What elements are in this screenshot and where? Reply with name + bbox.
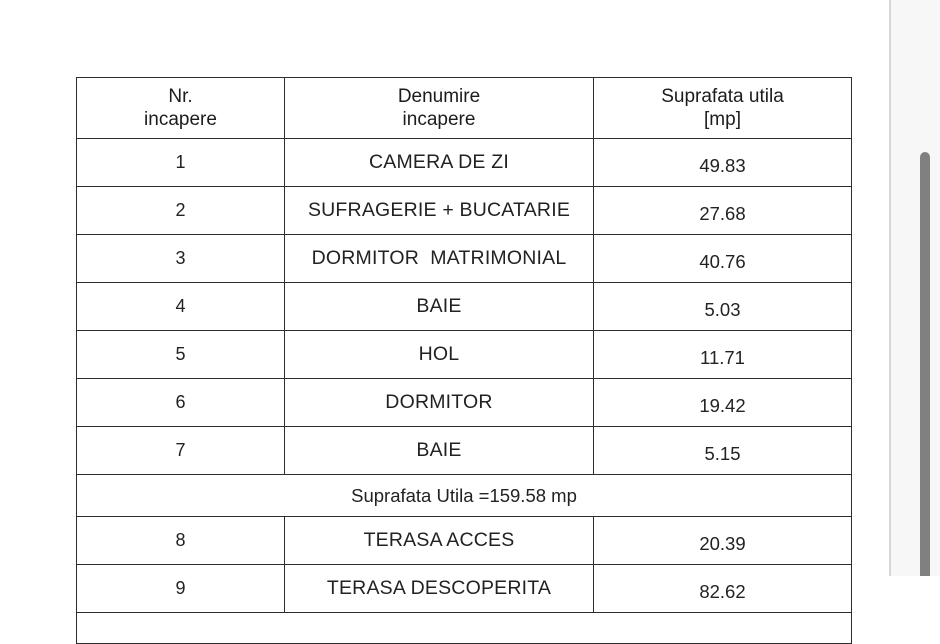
room-area: 5.15 [594,427,852,475]
table-header-row [77,78,852,139]
empty-cell [77,613,852,644]
room-name: BAIE [285,427,594,475]
terrace-name: TERASA ACCES [285,517,594,565]
header-usable-area-line2: [mp] [704,109,741,130]
header-room-name-line2: incapere [402,109,476,130]
header-room-name-line1: Denumire [397,86,481,107]
room-number: 7 [77,427,285,475]
table-row [77,379,852,427]
room-area: 5.03 [594,283,852,331]
table-row [77,427,852,475]
header-room-name [285,78,594,139]
viewer-background [891,0,940,576]
room-number: 3 [77,235,285,283]
table-row [77,283,852,331]
usable-area-total: Suprafata Utila =159.58 mp [77,475,852,517]
room-name: DORMITOR MATRIMONIAL [285,235,594,283]
room-number: 2 [77,187,285,235]
table-row [77,139,852,187]
vertical-scrollbar[interactable] [920,152,930,576]
terrace-area: 82.62 [594,565,852,613]
room-name: HOL [285,331,594,379]
table-row [77,235,852,283]
room-area: 11.71 [594,331,852,379]
terrace-number: 8 [77,517,285,565]
room-area-table [76,77,852,644]
terrace-area: 20.39 [594,517,852,565]
empty-row [77,613,852,644]
room-area: 27.68 [594,187,852,235]
table-row [77,565,852,613]
header-usable-area [594,78,852,139]
table-row [77,187,852,235]
room-name: DORMITOR [285,379,594,427]
room-name: CAMERA DE ZI [285,139,594,187]
header-room-number [77,78,285,139]
header-room-number-line1: Nr. [168,86,193,107]
table-row [77,517,852,565]
room-number: 4 [77,283,285,331]
room-area: 40.76 [594,235,852,283]
terrace-number: 9 [77,565,285,613]
header-usable-area-line1: Suprafata utila [661,86,784,107]
room-name: BAIE [285,283,594,331]
room-number: 5 [77,331,285,379]
room-area: 19.42 [594,379,852,427]
header-room-number-line2: incapere [144,109,217,130]
room-area: 49.83 [594,139,852,187]
room-number: 1 [77,139,285,187]
table-row [77,331,852,379]
room-name: SUFRAGERIE + BUCATARIE [285,187,594,235]
room-number: 6 [77,379,285,427]
subtotal-row [77,475,852,517]
terrace-name: TERASA DESCOPERITA [285,565,594,613]
